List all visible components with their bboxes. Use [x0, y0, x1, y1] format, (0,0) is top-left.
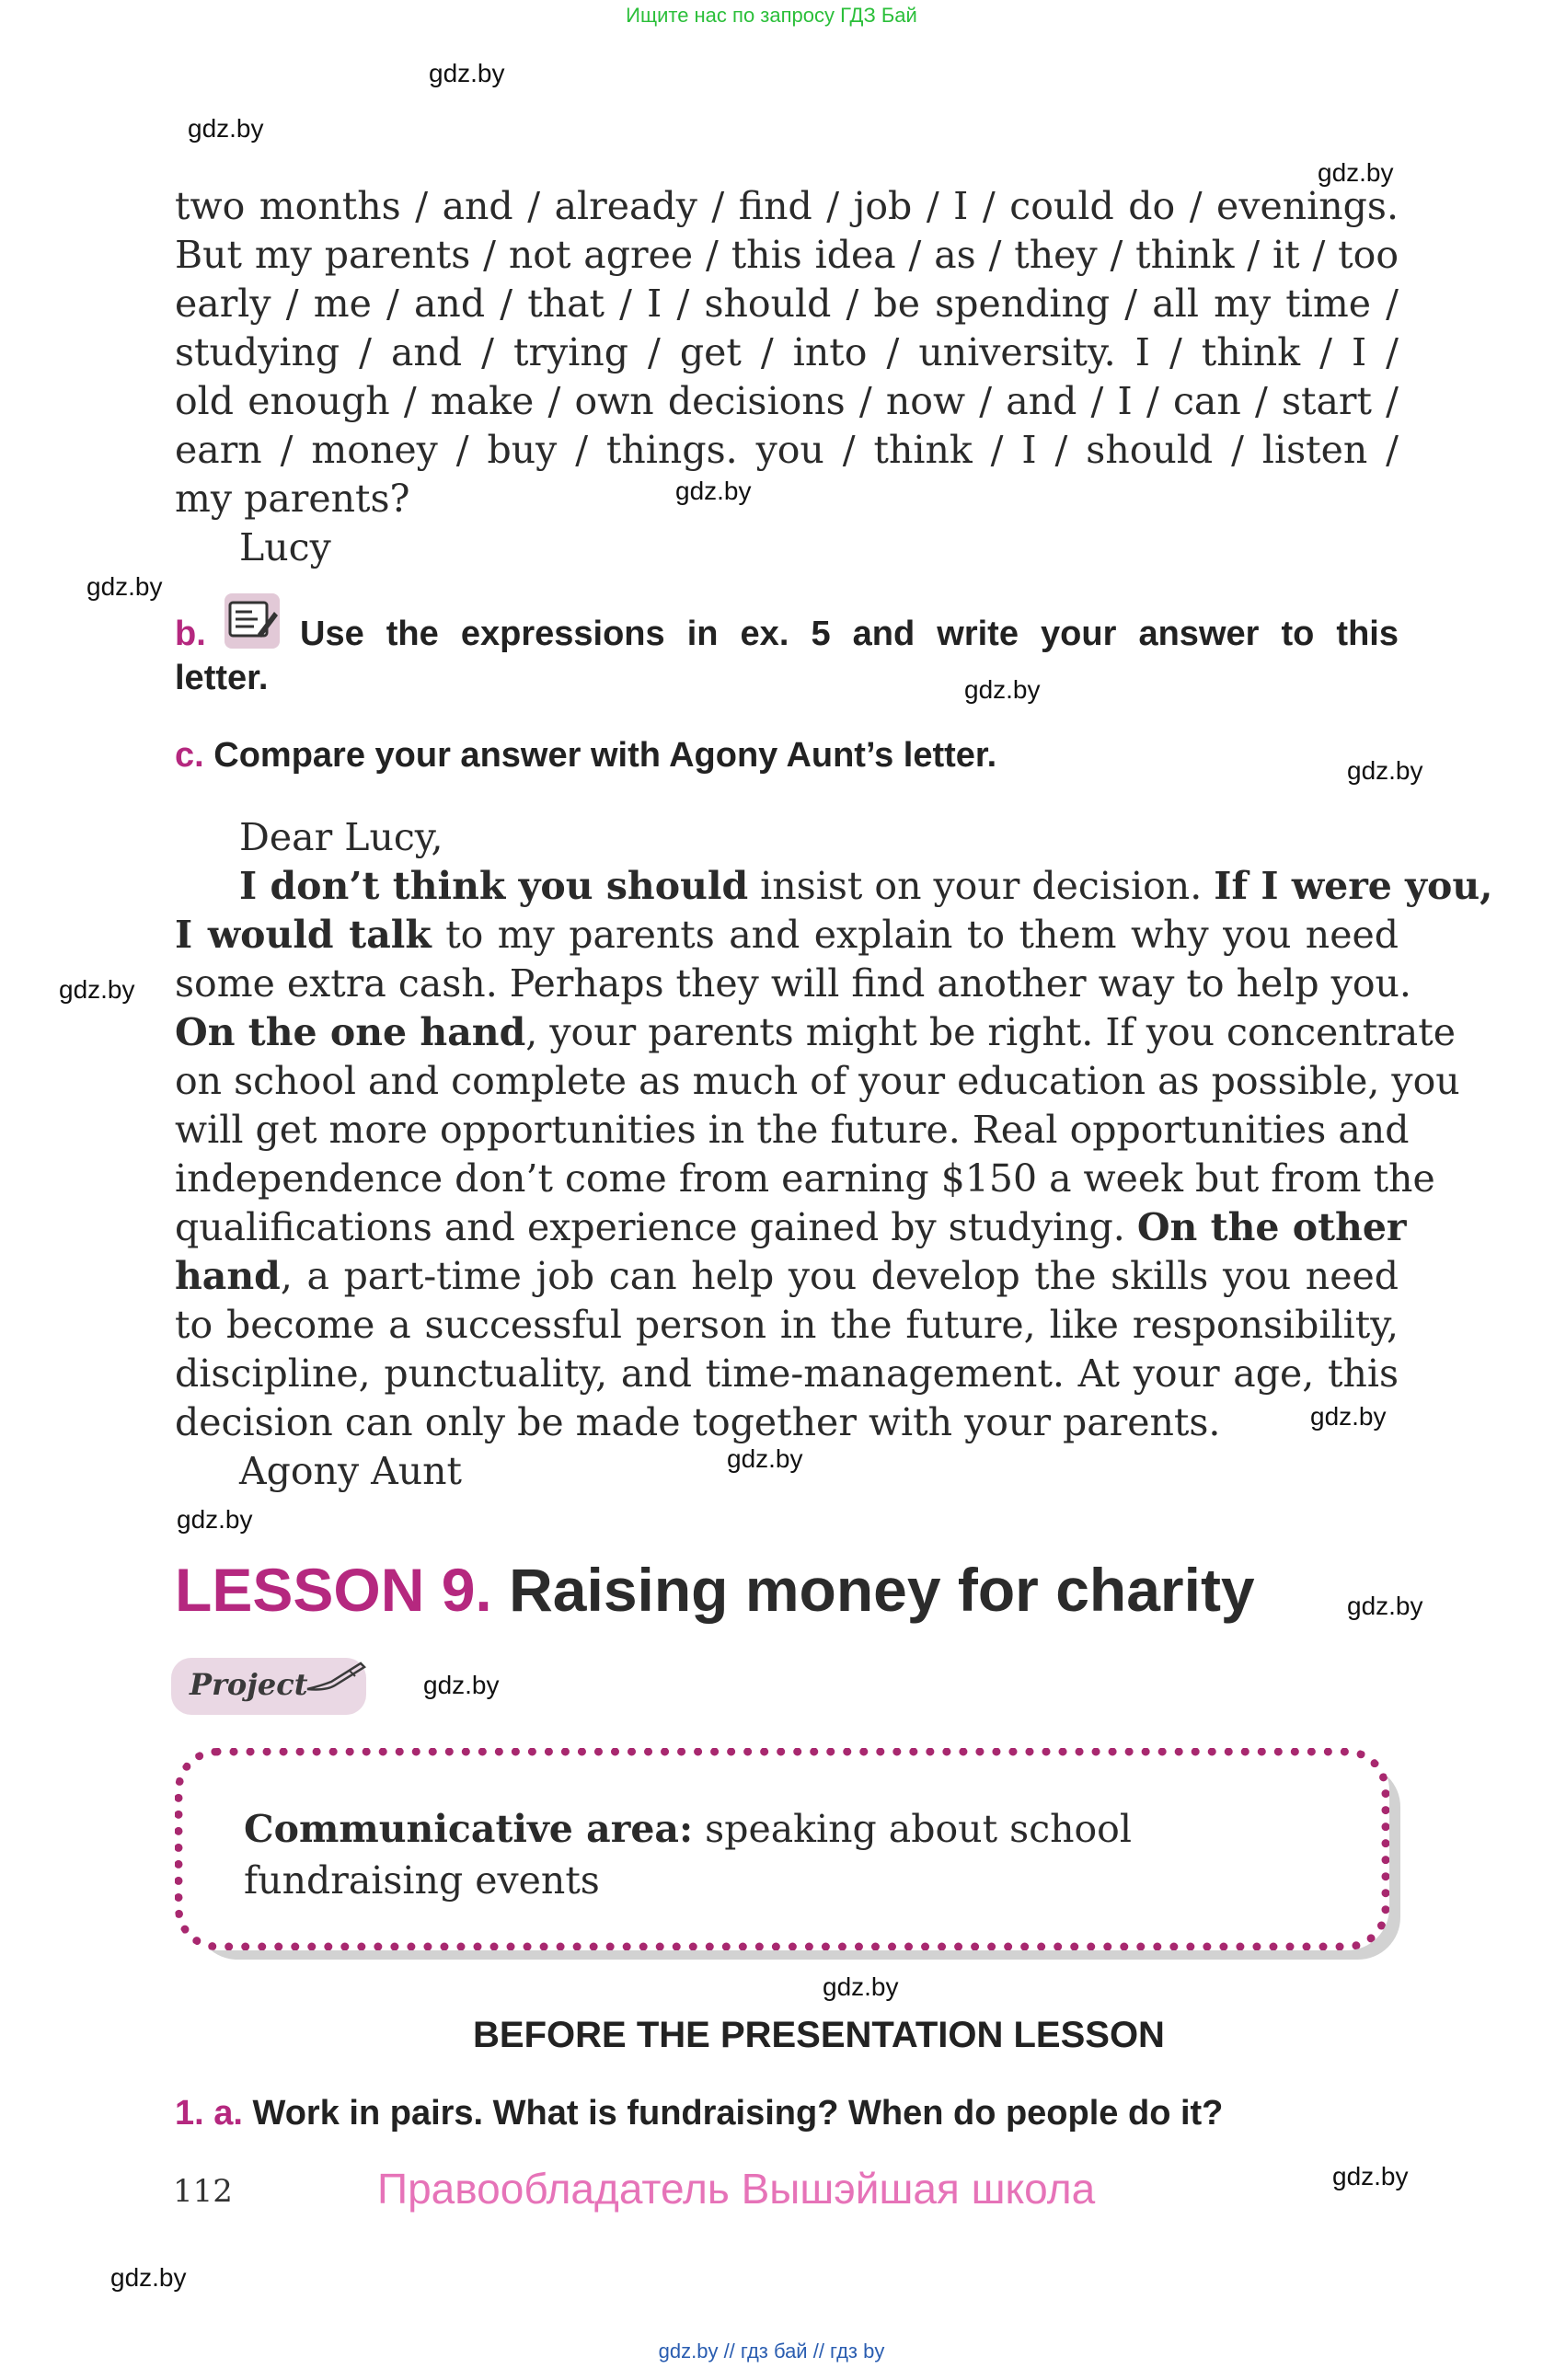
watermark: gdz.by: [177, 1505, 253, 1534]
watermark: gdz.by: [1347, 756, 1423, 785]
reply-line: qualifications and experience gained by studying. On the other: [175, 1205, 1407, 1249]
reply-line: I don’t think you should insist on your decision. If I were you,: [239, 864, 1493, 908]
exercise-1a: 1. a. Work in pairs. What is fundraising? When do people do it?: [175, 2094, 1224, 2133]
lesson-title: LESSON 9. Raising money for charity: [175, 1556, 1255, 1624]
task-b-text: Use the expressions in ex. 5 and write your answer to this: [300, 615, 1399, 653]
communicative-area-text: Communicative area: speaking about school fundraising events: [244, 1807, 1132, 1903]
footer-links[interactable]: gdz.by // гдз бай // гдз by: [658, 2340, 885, 2363]
reply-line: decision can only be made together with your parents.: [175, 1400, 1221, 1444]
watermark: gdz.by: [1332, 2162, 1409, 2190]
letter-line: early / me / and / that / I / should / be spending / all my time /: [175, 282, 1399, 326]
letter-line: earn / money / buy / things. you / think / I / should / listen /: [175, 428, 1399, 472]
watermark: gdz.by: [188, 114, 264, 143]
letter-line: old enough / make / own decisions / now / and / I / can / start /: [175, 379, 1399, 423]
watermark: gdz.by: [429, 59, 505, 87]
watermark: gdz.by: [675, 477, 752, 505]
letter-line: But my parents / not agree / this idea / as / they / think / it / too: [175, 233, 1399, 277]
task-b-text-cont: letter.: [175, 659, 269, 697]
task-c: c. Compare your answer with Agony Aunt’s letter.: [175, 736, 997, 775]
project-label: Project: [190, 1667, 308, 1702]
pen-icon: [304, 1658, 368, 1698]
letter-line: studying / and / trying / get / into / university. I / think / I /: [175, 330, 1399, 374]
reply-line: some extra cash. Perhaps they will find another way to help you.: [175, 961, 1411, 1006]
reply-line: discipline, punctuality, and time-management. At your age, this: [175, 1351, 1399, 1396]
reply-line: independence don’t come from earning $150 a week but from the: [175, 1156, 1435, 1201]
reply-line: On the one hand, your parents might be right. If you concentrate: [175, 1010, 1456, 1054]
watermark: gdz.by: [423, 1671, 500, 1699]
reply-line: on school and complete as much of your education as possible, you: [175, 1059, 1460, 1103]
watermark: gdz.by: [59, 975, 135, 1004]
letter-line: two months / and / already / find / job / I / could do / evenings.: [175, 184, 1399, 228]
search-hint-link[interactable]: Ищите нас по запросу ГДЗ Бай: [626, 4, 917, 27]
reply-line: hand, a part-time job can help you develop the skills you need: [175, 1254, 1399, 1298]
reply-line: will get more opportunities in the future. Real opportunities and: [175, 1108, 1410, 1152]
page-number: 112: [173, 2173, 233, 2210]
reply-line: I would talk to my parents and explain to them why you need: [175, 913, 1399, 957]
watermark: gdz.by: [1347, 1592, 1423, 1620]
reply-greeting: Dear Lucy,: [239, 815, 443, 859]
watermark: gdz.by: [1318, 158, 1394, 187]
copyright-owner: Правообладатель Вышэйшая школа: [377, 2165, 1096, 2213]
reply-line: to become a successful person in the future, like responsibility,: [175, 1303, 1399, 1347]
letter-signature: Lucy: [239, 525, 331, 569]
watermark: gdz.by: [964, 675, 1041, 704]
reply-signature: Agony Aunt: [239, 1449, 463, 1493]
watermark: gdz.by: [823, 1972, 899, 2001]
watermark: gdz.by: [110, 2263, 187, 2292]
watermark: gdz.by: [727, 1444, 803, 1473]
notepad-icon: [225, 593, 280, 649]
watermark: gdz.by: [1310, 1402, 1387, 1431]
watermark: gdz.by: [86, 572, 163, 601]
section-heading: BEFORE THE PRESENTATION LESSON: [473, 2015, 1165, 2055]
letter-line: my parents?: [175, 477, 410, 521]
task-b-letter: b.: [175, 615, 206, 653]
